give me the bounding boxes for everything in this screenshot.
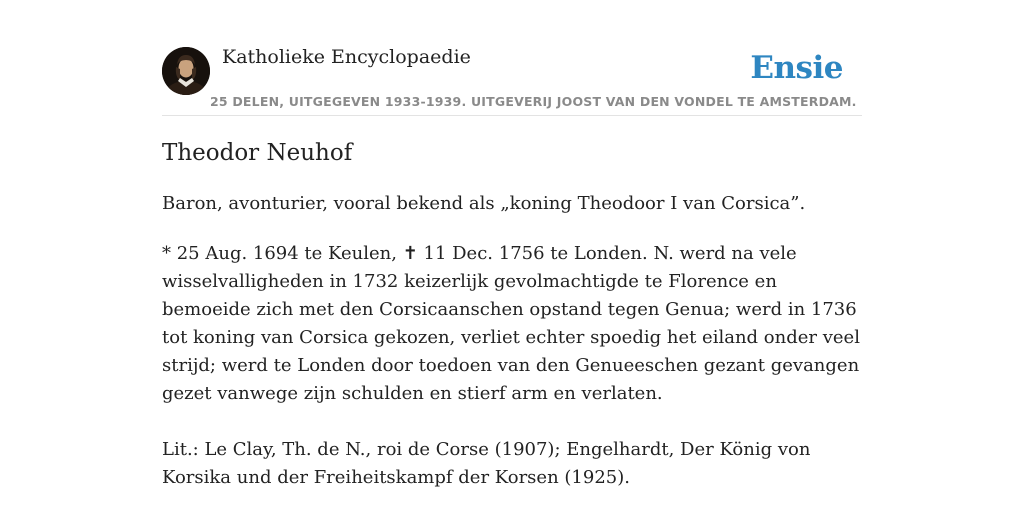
source-name-link[interactable]: Katholieke Encyclopaedie: [222, 46, 471, 68]
portrait-avatar-icon: [162, 47, 210, 95]
article-title: Theodor Neuhof: [162, 140, 353, 166]
article-paragraph-biography: * 25 Aug. 1694 te Keulen, ✝ 11 Dec. 1756 te Londen. N. werd na vele wisselvalligheden in 1732 keizerlijk gevolmachtigde te Florence en bemoeide zich met den Corsicaanschen opstand tegen Genua; werd in 1736 tot koning van Corsica gekozen, verliet echter spoedig het eiland onder veel strijd; werd te Londen door toedoen van den Genueeschen gezant gevangen gezet vanwege zijn schulden en stierf arm en verlaten.: [162, 243, 860, 404]
ensie-logo-link[interactable]: Ensie: [750, 50, 843, 86]
article-paragraph-literature: Lit.: Le Clay, Th. de N., roi de Corse (1907); Engelhardt, Der König von Korsika und der Freiheitskampf der Korsen (1925).: [162, 439, 811, 488]
article-body: [162, 240, 862, 512]
source-avatar[interactable]: [162, 47, 210, 95]
article-summary: Baron, avonturier, vooral bekend als „koning Theodoor I van Corsica”.: [162, 193, 806, 214]
source-meta: 25 DELEN, UITGEGEVEN 1933-1939. UITGEVERIJ JOOST VAN DEN VONDEL TE AMSTERDAM.: [210, 94, 857, 109]
header-divider: [162, 115, 862, 116]
